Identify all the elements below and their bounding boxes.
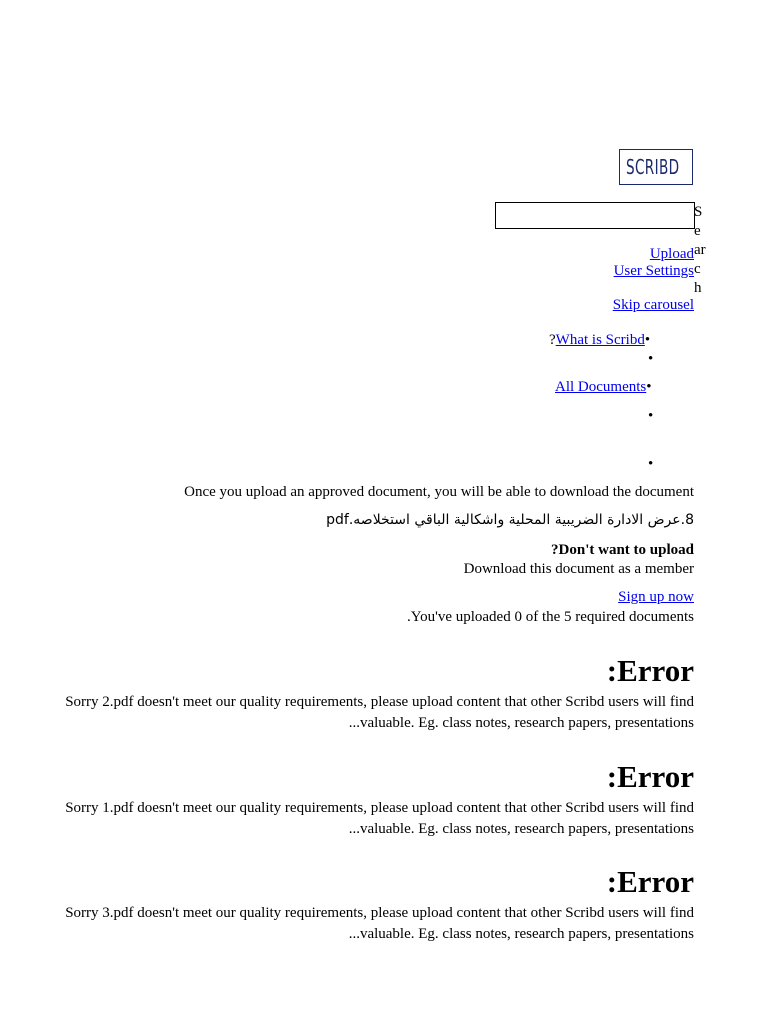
logo-text: SCRIBD xyxy=(626,155,680,179)
list-bullet: • xyxy=(648,351,654,367)
question-mark: ? xyxy=(549,332,556,348)
what-is-scribd-link[interactable]: What is Scribd xyxy=(555,332,645,348)
sign-up-link[interactable]: Sign up now xyxy=(618,589,694,605)
list-bullet: • xyxy=(648,408,654,424)
error-heading: :Error xyxy=(606,759,694,794)
error-heading: :Error xyxy=(606,864,694,899)
search-input[interactable] xyxy=(495,202,695,229)
error-heading: :Error xyxy=(606,653,694,688)
error-message: Sorry 3.pdf doesn't meet our quality requirements, please upload content that other Scribd users will find valuable. Eg. class notes, research papers, presentations... xyxy=(65,905,694,942)
nav-item-what-is-scribd xyxy=(549,331,650,350)
error-message: Sorry 2.pdf doesn't meet our quality requirements, please upload content that other Scribd users will find valuable. Eg. class notes, research papers, presentations... xyxy=(65,694,694,731)
list-bullet: • xyxy=(648,456,654,472)
user-settings-link[interactable]: User Settings xyxy=(613,263,694,279)
skip-carousel-link[interactable]: Skip carousel xyxy=(612,297,694,313)
download-notice: Once you upload an approved document, you will be able to download the document xyxy=(184,484,694,500)
nav-item-all-documents xyxy=(555,378,652,397)
upload-link[interactable]: Upload xyxy=(649,246,694,262)
upload-progress-text: .You've uploaded 0 of the 5 required documents xyxy=(407,609,694,625)
dont-want-upload-heading: ?Don't want to upload xyxy=(551,542,694,558)
list-bullet: • xyxy=(644,332,651,348)
search-label: Search xyxy=(694,204,706,296)
error-message: Sorry 1.pdf doesn't meet our quality requirements, please upload content that other Scribd users will find valuable. Eg. class notes, research papers, presentations... xyxy=(65,800,694,837)
download-as-member-text: Download this document as a member xyxy=(463,561,694,577)
scribd-logo[interactable] xyxy=(619,149,693,185)
document-filename: 8.عرض الادارة الضريبية المحلية واشكالية الباقي استخلاصه.pdf xyxy=(326,512,694,528)
all-documents-link[interactable]: All Documents xyxy=(555,379,647,395)
list-bullet: • xyxy=(646,379,652,395)
